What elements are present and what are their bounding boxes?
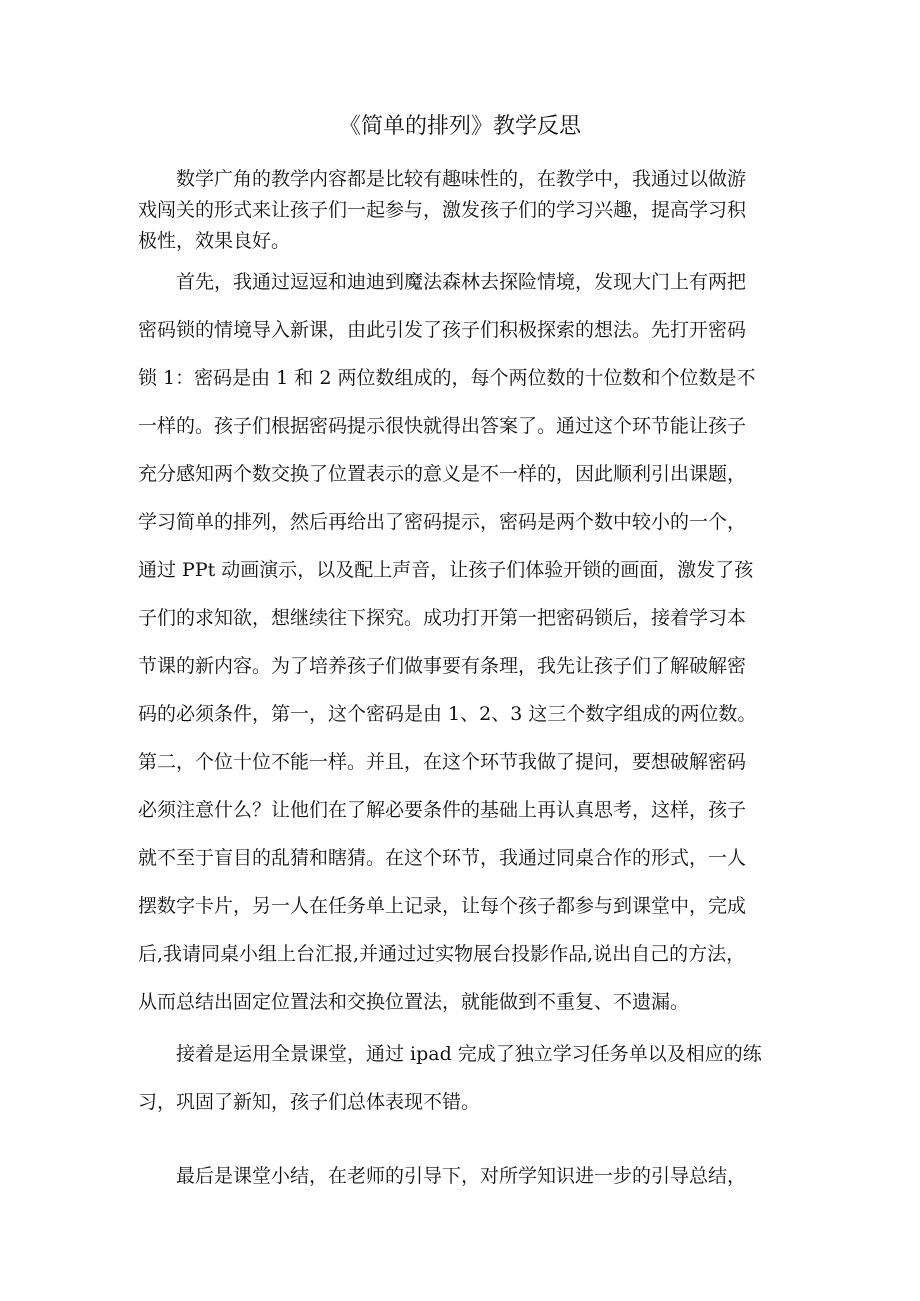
paragraph-first	[138, 258, 784, 1026]
document-title: 《简单的排列》教学反思	[338, 114, 581, 139]
paragraph-line: 戏闯关的形式来让孩子们一起参与，激发孩子们的学习兴趣，提高学习积	[138, 199, 747, 221]
paragraph-line: 码的必须条件，第一，这个密码是由 1、2、3 这三个数字组成的两位数。	[138, 703, 757, 725]
paragraph-line: 一样的。孩子们根据密码提示很快就得出答案了。通过这个环节能让孩子	[138, 415, 747, 437]
paragraph-line: 接着是运用全景课堂，通过 ipad 完成了独立学习任务单以及相应的练	[176, 1043, 762, 1065]
paragraph-line: 第二，个位十位不能一样。并且，在这个环节我做了提问，要想破解密码	[138, 751, 747, 773]
paragraph-line: 充分感知两个数交换了位置表示的意义是不一样的，因此顺利引出课题，	[138, 463, 747, 485]
paragraph-line: 子们的求知欲，想继续往下探究。成功打开第一把密码锁后，接着学习本	[138, 607, 747, 629]
paragraph-next	[138, 1030, 784, 1126]
paragraph-line: 密码锁的情境导入新课，由此引发了孩子们积极探索的想法。先打开密码	[138, 319, 747, 341]
paragraph-line: 锁 1：密码是由 1 和 2 两位数组成的，每个两位数的十位数和个位数是不	[138, 367, 756, 389]
paragraph-line: 就不至于盲目的乱猜和瞎猜。在这个环节，我通过同桌合作的形式，一人	[138, 847, 747, 869]
paragraph-line: 首先，我通过逗逗和迪迪到魔法森林去探险情境，发现大门上有两把	[176, 271, 747, 293]
paragraph-line: 学习简单的排列，然后再给出了密码提示，密码是两个数中较小的一个，	[138, 511, 747, 533]
paragraph-line: 后,我请同桌小组上台汇报,并通过过实物展台投影作品,说出自己的方法，	[138, 943, 746, 965]
paragraph-line: 摆数字卡片，另一人在任务单上记录，让每个孩子都参与到课堂中，完成	[138, 895, 747, 917]
paragraph-line: 节课的新内容。为了培养孩子们做事要有条理，我先让孩子们了解破解密	[138, 655, 747, 677]
paragraph-line: 必须注意什么？让他们在了解必要条件的基础上再认真思考，这样，孩子	[138, 799, 747, 821]
paragraph-last	[138, 1156, 784, 1196]
paragraph-line: 极性，效果良好。	[138, 230, 291, 252]
paragraph-line: 最后是课堂小结，在老师的引导下，对所学知识进一步的引导总结，	[176, 1165, 747, 1187]
paragraph-line: 习，巩固了新知，孩子们总体表现不错。	[138, 1091, 481, 1113]
paragraph-intro	[138, 164, 784, 257]
paragraph-line: 通过 PPt 动画演示，以及配上声音，让孩子们体验开锁的画面，激发了孩	[138, 559, 754, 581]
paragraph-line: 从而总结出固定位置法和交换位置法，就能做到不重复、不遗漏。	[138, 991, 690, 1013]
paragraph-line: 数学广角的教学内容都是比较有趣味性的，在教学中，我通过以做游	[176, 168, 747, 190]
